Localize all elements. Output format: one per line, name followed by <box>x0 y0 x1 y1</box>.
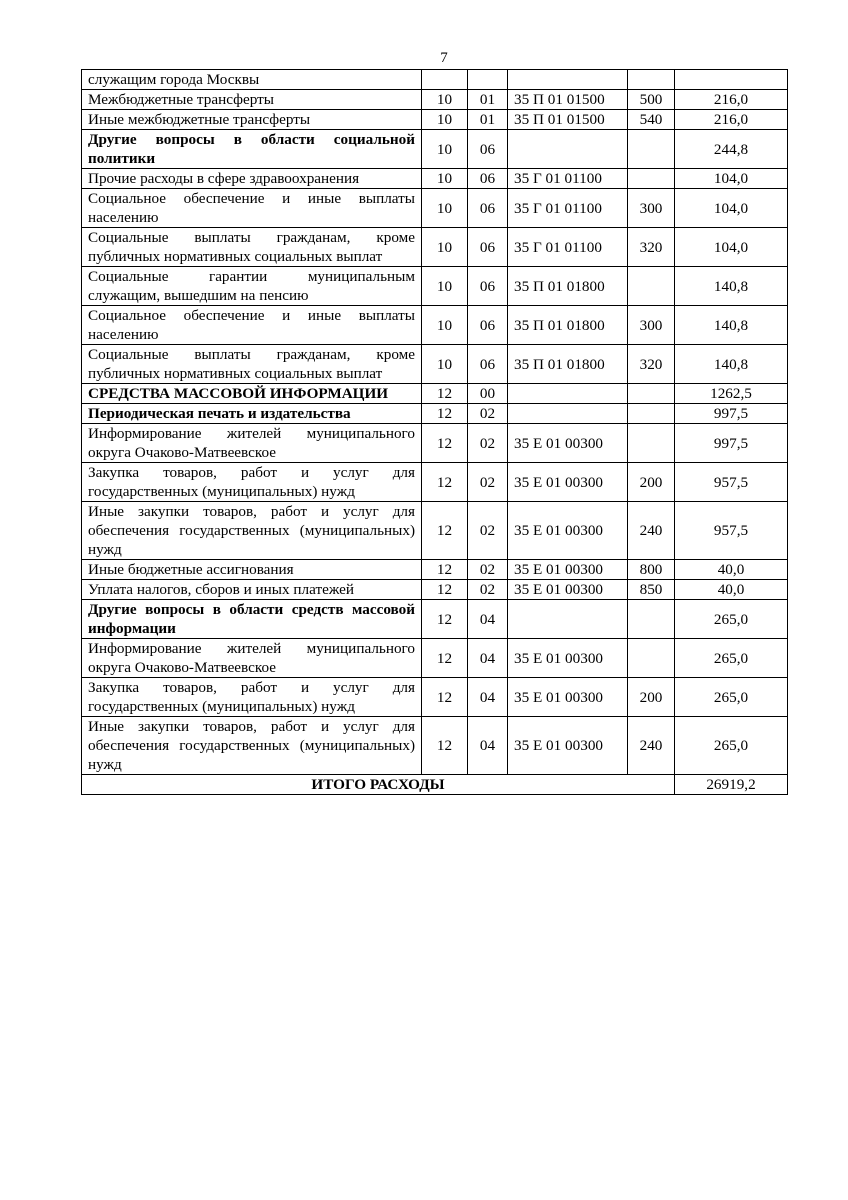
total-row <box>82 775 788 795</box>
row-amount-cell: 265,0 <box>675 678 788 717</box>
row-section-cell <box>422 70 468 90</box>
row-amount-cell: 244,8 <box>675 130 788 169</box>
row-subsection-cell: 01 <box>468 90 508 110</box>
row-subsection-cell: 06 <box>468 267 508 306</box>
table-row <box>82 345 788 384</box>
table-row <box>82 404 788 424</box>
row-section-cell: 10 <box>422 345 468 384</box>
row-target-article-cell: 35 Е 01 00300 <box>508 717 628 775</box>
row-section-cell: 12 <box>422 580 468 600</box>
row-amount-cell: 265,0 <box>675 639 788 678</box>
row-target-article-cell: 35 П 01 01500 <box>508 110 628 130</box>
row-subsection-cell: 02 <box>468 463 508 502</box>
row-expense-type-cell <box>628 169 675 189</box>
row-expense-type-cell: 240 <box>628 502 675 560</box>
row-name-cell: Межбюджетные трансферты <box>82 90 422 110</box>
row-amount-cell: 265,0 <box>675 600 788 639</box>
row-expense-type-cell: 850 <box>628 580 675 600</box>
expenditure-table <box>81 69 788 795</box>
row-expense-type-cell: 320 <box>628 345 675 384</box>
table-row <box>82 110 788 130</box>
row-section-cell: 12 <box>422 384 468 404</box>
row-target-article-cell: 35 Г 01 01100 <box>508 169 628 189</box>
row-name-cell: Закупка товаров, работ и услуг для государственных (муниципальных) нужд <box>82 678 422 717</box>
row-amount-cell: 40,0 <box>675 560 788 580</box>
row-target-article-cell: 35 П 01 01800 <box>508 306 628 345</box>
row-section-cell: 10 <box>422 267 468 306</box>
row-target-article-cell <box>508 384 628 404</box>
row-name-cell: Другие вопросы в области социальной политики <box>82 130 422 169</box>
row-expense-type-cell: 200 <box>628 678 675 717</box>
row-name-cell: служащим города Москвы <box>82 70 422 90</box>
row-section-cell: 10 <box>422 110 468 130</box>
row-subsection-cell: 06 <box>468 306 508 345</box>
row-section-cell: 12 <box>422 463 468 502</box>
row-section-cell: 10 <box>422 130 468 169</box>
table-row <box>82 678 788 717</box>
row-target-article-cell: 35 Г 01 01100 <box>508 228 628 267</box>
row-amount-cell: 216,0 <box>675 90 788 110</box>
row-name-cell: Иные закупки товаров, работ и услуг для обеспечения государственных (муниципальных) нужд <box>82 502 422 560</box>
table-row <box>82 717 788 775</box>
row-subsection-cell: 00 <box>468 384 508 404</box>
row-target-article-cell: 35 Г 01 01100 <box>508 189 628 228</box>
row-section-cell: 12 <box>422 678 468 717</box>
row-name-cell: Социальное обеспечение и иные выплаты населению <box>82 306 422 345</box>
table-body <box>82 70 788 795</box>
row-expense-type-cell <box>628 639 675 678</box>
row-expense-type-cell <box>628 267 675 306</box>
row-name-cell: Социальные гарантии муниципальным служащим, вышедшим на пенсию <box>82 267 422 306</box>
row-expense-type-cell: 240 <box>628 717 675 775</box>
table-row <box>82 169 788 189</box>
row-name-cell: Социальные выплаты гражданам, кроме публичных нормативных социальных выплат <box>82 345 422 384</box>
table-row <box>82 228 788 267</box>
row-section-cell: 12 <box>422 424 468 463</box>
row-amount-cell: 997,5 <box>675 424 788 463</box>
row-expense-type-cell <box>628 70 675 90</box>
row-target-article-cell: 35 П 01 01800 <box>508 345 628 384</box>
row-expense-type-cell: 800 <box>628 560 675 580</box>
row-expense-type-cell <box>628 424 675 463</box>
row-subsection-cell: 04 <box>468 639 508 678</box>
row-target-article-cell: 35 Е 01 00300 <box>508 580 628 600</box>
table-row <box>82 600 788 639</box>
row-amount-cell: 957,5 <box>675 463 788 502</box>
row-expense-type-cell: 300 <box>628 189 675 228</box>
row-expense-type-cell <box>628 384 675 404</box>
row-section-cell: 12 <box>422 502 468 560</box>
row-target-article-cell: 35 Е 01 00300 <box>508 639 628 678</box>
row-amount-cell: 104,0 <box>675 189 788 228</box>
row-amount-cell: 1262,5 <box>675 384 788 404</box>
table-row <box>82 306 788 345</box>
table-row <box>82 502 788 560</box>
row-name-cell: Закупка товаров, работ и услуг для государственных (муниципальных) нужд <box>82 463 422 502</box>
row-subsection-cell: 01 <box>468 110 508 130</box>
row-subsection-cell: 02 <box>468 404 508 424</box>
total-amount: 26919,2 <box>675 775 788 795</box>
row-name-cell: Иные межбюджетные трансферты <box>82 110 422 130</box>
row-target-article-cell: 35 Е 01 00300 <box>508 463 628 502</box>
table-row <box>82 580 788 600</box>
row-name-cell: Уплата налогов, сборов и иных платежей <box>82 580 422 600</box>
row-amount-cell: 104,0 <box>675 228 788 267</box>
row-name-cell: Социальные выплаты гражданам, кроме публичных нормативных социальных выплат <box>82 228 422 267</box>
row-subsection-cell: 02 <box>468 580 508 600</box>
row-amount-cell: 140,8 <box>675 267 788 306</box>
row-amount-cell: 265,0 <box>675 717 788 775</box>
page-number: 7 <box>440 50 448 66</box>
row-expense-type-cell: 500 <box>628 90 675 110</box>
row-target-article-cell <box>508 404 628 424</box>
row-subsection-cell: 02 <box>468 560 508 580</box>
row-amount-cell: 40,0 <box>675 580 788 600</box>
row-expense-type-cell <box>628 130 675 169</box>
row-name-cell: Информирование жителей муниципального округа Очаково-Матвеевское <box>82 424 422 463</box>
row-amount-cell <box>675 70 788 90</box>
row-subsection-cell: 06 <box>468 189 508 228</box>
row-name-cell: СРЕДСТВА МАССОВОЙ ИНФОРМАЦИИ <box>82 384 422 404</box>
table-row <box>82 384 788 404</box>
table-row <box>82 189 788 228</box>
row-amount-cell: 140,8 <box>675 306 788 345</box>
row-subsection-cell: 02 <box>468 424 508 463</box>
row-subsection-cell: 06 <box>468 169 508 189</box>
row-subsection-cell: 04 <box>468 678 508 717</box>
row-subsection-cell <box>468 70 508 90</box>
row-section-cell: 10 <box>422 90 468 110</box>
table-row <box>82 70 788 90</box>
row-name-cell: Иные бюджетные ассигнования <box>82 560 422 580</box>
row-subsection-cell: 06 <box>468 228 508 267</box>
row-target-article-cell: 35 П 01 01500 <box>508 90 628 110</box>
row-expense-type-cell: 300 <box>628 306 675 345</box>
row-subsection-cell: 02 <box>468 502 508 560</box>
row-target-article-cell <box>508 70 628 90</box>
row-expense-type-cell: 200 <box>628 463 675 502</box>
row-expense-type-cell <box>628 600 675 639</box>
row-section-cell: 10 <box>422 189 468 228</box>
row-section-cell: 12 <box>422 560 468 580</box>
row-expense-type-cell: 540 <box>628 110 675 130</box>
row-name-cell: Информирование жителей муниципального округа Очаково-Матвеевское <box>82 639 422 678</box>
row-amount-cell: 140,8 <box>675 345 788 384</box>
row-section-cell: 12 <box>422 717 468 775</box>
table-row <box>82 424 788 463</box>
total-label: ИТОГО РАСХОДЫ <box>82 775 675 795</box>
table-row <box>82 463 788 502</box>
row-expense-type-cell <box>628 404 675 424</box>
row-amount-cell: 216,0 <box>675 110 788 130</box>
row-name-cell: Другие вопросы в области средств массовой информации <box>82 600 422 639</box>
row-target-article-cell <box>508 130 628 169</box>
table-row <box>82 560 788 580</box>
row-name-cell: Иные закупки товаров, работ и услуг для обеспечения государственных (муниципальных) нужд <box>82 717 422 775</box>
row-target-article-cell: 35 Е 01 00300 <box>508 560 628 580</box>
table-row <box>82 90 788 110</box>
row-target-article-cell <box>508 600 628 639</box>
row-name-cell: Прочие расходы в сфере здравоохранения <box>82 169 422 189</box>
row-subsection-cell: 04 <box>468 600 508 639</box>
row-target-article-cell: 35 Е 01 00300 <box>508 502 628 560</box>
row-target-article-cell: 35 Е 01 00300 <box>508 424 628 463</box>
row-subsection-cell: 06 <box>468 130 508 169</box>
table-row <box>82 130 788 169</box>
row-amount-cell: 997,5 <box>675 404 788 424</box>
row-subsection-cell: 04 <box>468 717 508 775</box>
row-amount-cell: 957,5 <box>675 502 788 560</box>
row-name-cell: Периодическая печать и издательства <box>82 404 422 424</box>
row-section-cell: 12 <box>422 600 468 639</box>
row-subsection-cell: 06 <box>468 345 508 384</box>
table-row <box>82 639 788 678</box>
row-section-cell: 10 <box>422 306 468 345</box>
row-name-cell: Социальное обеспечение и иные выплаты населению <box>82 189 422 228</box>
row-amount-cell: 104,0 <box>675 169 788 189</box>
row-expense-type-cell: 320 <box>628 228 675 267</box>
row-section-cell: 12 <box>422 639 468 678</box>
row-target-article-cell: 35 П 01 01800 <box>508 267 628 306</box>
row-section-cell: 10 <box>422 169 468 189</box>
row-target-article-cell: 35 Е 01 00300 <box>508 678 628 717</box>
table-row <box>82 267 788 306</box>
row-section-cell: 10 <box>422 228 468 267</box>
row-section-cell: 12 <box>422 404 468 424</box>
